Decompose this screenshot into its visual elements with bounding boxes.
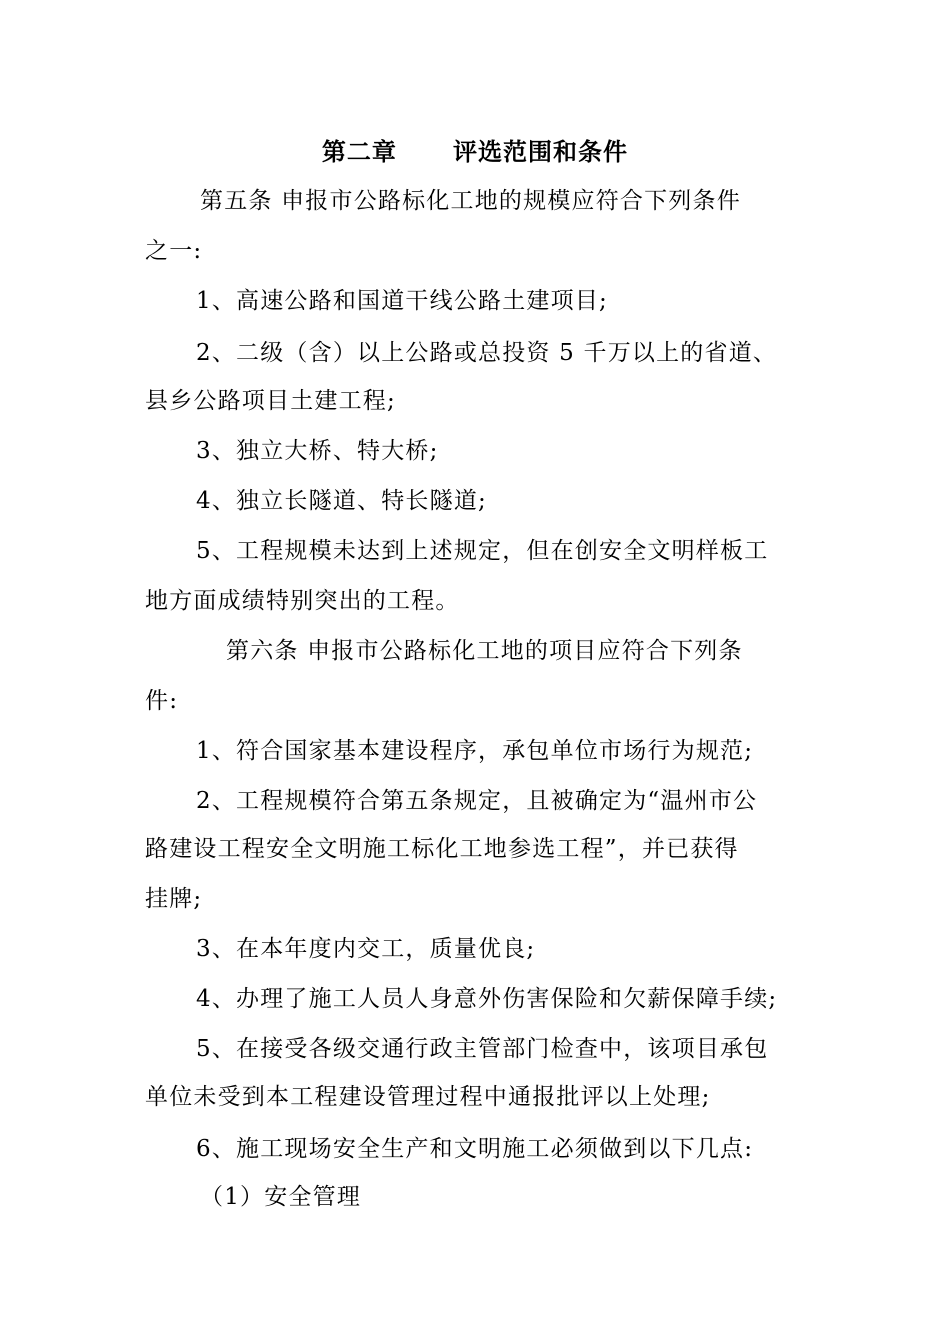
article6-item-5-line1: 5、在接受各级交通行政主管部门检查中，该项目承包 (196, 1036, 769, 1062)
article5-intro-line2: 之一: (145, 238, 203, 264)
article6-item-2-line2: 路建设工程安全文明施工标化工地参选工程”，并已获得 (145, 836, 739, 862)
article6-item-6: 6、施工现场安全生产和文明施工必须做到以下几点: (196, 1136, 754, 1162)
article6-intro-line1: 第六条 申报市公路标化工地的项目应符合下列条 (226, 638, 743, 664)
article5-item-5-line1: 5、工程规模未达到上述规定，但在创安全文明样板工 (196, 538, 769, 564)
article6-item-5-line2: 单位未受到本工程建设管理过程中通报批评以上处理; (145, 1084, 711, 1110)
article5-item-2-line1: 2、二级（含）以上公路或总投资 5 千万以上的省道、 (196, 340, 778, 366)
chapter-title: 第二章 评选范围和条件 (321, 137, 629, 166)
article5-item-1: 1、高速公路和国道干线公路土建项目; (196, 288, 608, 314)
article6-sub-1: （1）安全管理 (200, 1184, 362, 1210)
article5-item-5-line2: 地方面成绩特别突出的工程。 (145, 588, 460, 614)
article5-item-2-line2: 县乡公路项目土建工程; (145, 388, 396, 414)
article5-item-4: 4、独立长隧道、特长隧道; (196, 488, 487, 514)
article6-item-2-line3: 挂牌; (145, 886, 203, 912)
article5-intro-line1: 第五条 申报市公路标化工地的规模应符合下列条件 (200, 188, 741, 214)
article6-item-1: 1、符合国家基本建设程序，承包单位市场行为规范; (196, 738, 754, 764)
article6-item-3: 3、在本年度内交工，质量优良; (196, 936, 536, 962)
article6-item-2-line1: 2、工程规模符合第五条规定，且被确定为“温州市公 (196, 788, 758, 814)
article6-item-4: 4、办理了施工人员人身意外伤害保险和欠薪保障手续; (196, 986, 778, 1012)
article6-intro-line2: 件: (145, 688, 179, 714)
article5-item-3: 3、独立大桥、特大桥; (196, 438, 439, 464)
